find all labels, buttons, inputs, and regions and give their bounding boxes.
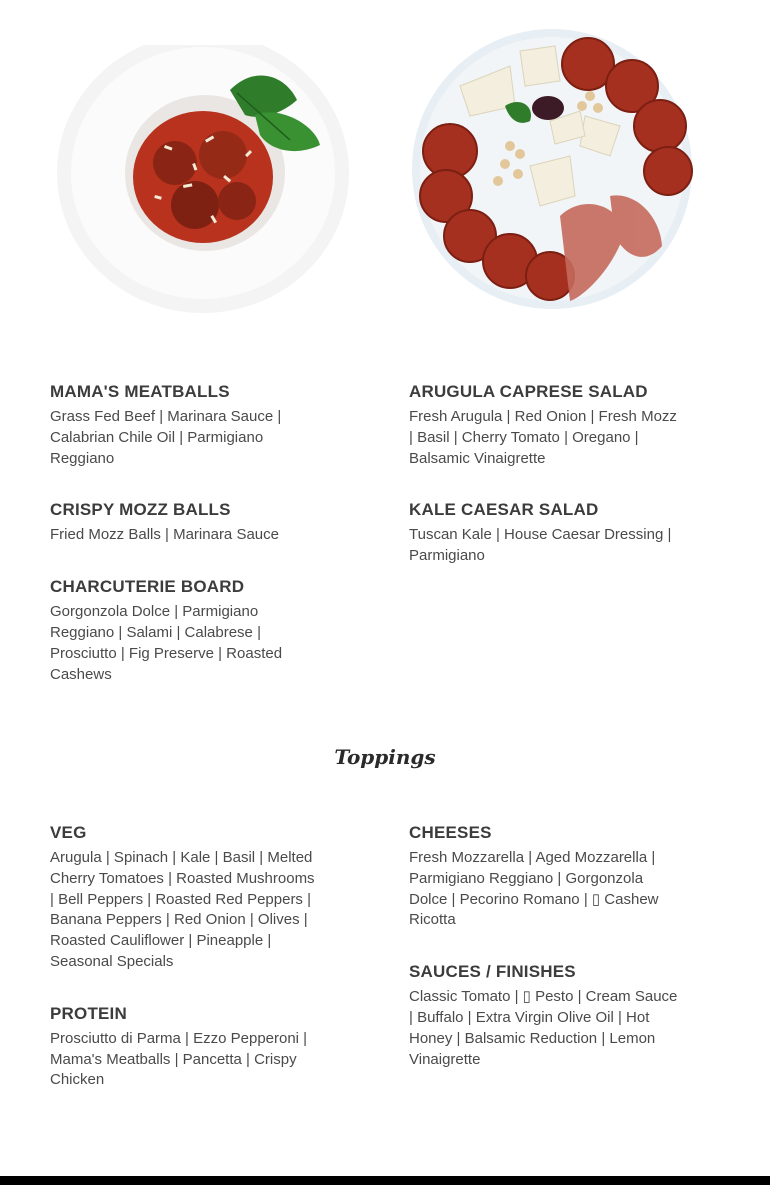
menu-right-column: [409, 381, 679, 567]
menu-item-name: ARUGULA CAPRESE SALAD: [409, 382, 648, 401]
menu-item-desc: Gorgonzola Dolce | Parmigiano Reggiano | Salami | Calabrese | Prosciutto | Fig Preserve | Roasted Cashews: [50, 603, 283, 683]
toppings-heading: Toppings: [334, 745, 436, 769]
topping-group-veg: [50, 822, 320, 973]
topping-group-desc: Arugula | Spinach | Kale | Basil | Melted Cherry Tomatoes | Roasted Mushrooms | Bell Peppers | Roasted Red Peppers | Banana Peppers | Red Onion | Olives | Roasted Cauliflower | Pineapple | Seasonal Specials: [50, 849, 315, 970]
menu-item-desc: Fresh Arugula | Red Onion | Fresh Mozz | Basil | Cherry Tomato | Oregano | Balsamic Vinaigrette: [409, 408, 677, 467]
menu-item-name: MAMA'S MEATBALLS: [50, 382, 230, 401]
menu-item-meatballs: [50, 381, 320, 469]
meatballs-photo: [55, 45, 355, 320]
toppings-left-column: [50, 822, 320, 1091]
menu-item-desc: Grass Fed Beef | Marinara Sauce | Calabrian Chile Oil | Parmigiano Reggiano: [50, 408, 282, 467]
topping-group-name: PROTEIN: [50, 1003, 127, 1023]
menu-item-charcuterie: [50, 576, 320, 685]
topping-group-protein: [50, 1003, 320, 1091]
menu-item-caprese: [409, 381, 679, 469]
menu-item-kale-caesar: [409, 499, 679, 567]
footer-bar: [0, 1176, 770, 1185]
topping-group-name: SAUCES / FINISHES: [409, 962, 576, 982]
topping-group-desc: Fresh Mozzarella | Aged Mozzarella | Parmigiano Reggiano | Gorgonzola Dolce | Pecorino Romano | ▯ Cashew Ricotta: [409, 849, 659, 929]
menu-item-name: CRISPY MOZZ BALLS: [50, 500, 231, 520]
topping-group-desc: Classic Tomato | ▯ Pesto | Cream Sauce | Buffalo | Extra Virgin Olive Oil | Hot Honey | Balsamic Reduction | Lemon Vinaigrette: [409, 988, 678, 1068]
topping-group-name: CHEESES: [409, 823, 492, 842]
menu-item-name: KALE CAESAR SALAD: [409, 500, 599, 520]
menu-item-name: CHARCUTERIE BOARD: [50, 577, 245, 597]
charcuterie-photo: [410, 26, 705, 318]
menu-item-desc: Tuscan Kale | House Caesar Dressing | Parmigiano: [409, 526, 672, 565]
topping-group-sauces: [409, 961, 679, 1070]
menu-item-mozz-balls: [50, 499, 320, 546]
topping-group-name: VEG: [50, 823, 87, 842]
toppings-right-column: [409, 822, 679, 1070]
topping-group-desc: Prosciutto di Parma | Ezzo Pepperoni | Mama's Meatballs | Pancetta | Crispy Chicken: [50, 1029, 308, 1089]
topping-group-cheeses: [409, 822, 679, 931]
menu-left-column: [50, 381, 320, 685]
menu-item-desc: Fried Mozz Balls | Marinara Sauce: [50, 526, 279, 544]
